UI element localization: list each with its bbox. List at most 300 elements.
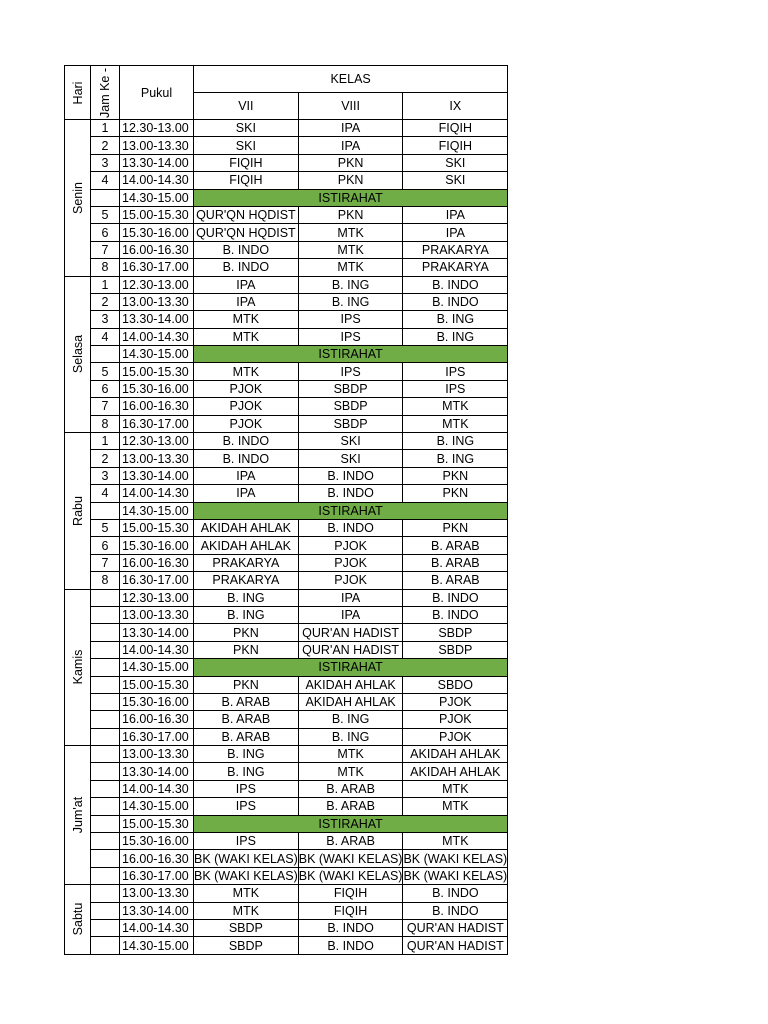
subject-cell-viii: FIQIH <box>298 902 403 919</box>
table-row <box>65 763 508 780</box>
table-row <box>65 328 508 345</box>
table-row <box>65 137 508 154</box>
pukul-cell: 14.00-14.30 <box>120 919 194 936</box>
subject-cell-vii: PRAKARYA <box>194 554 299 571</box>
subject-cell-viii: B. ING <box>298 276 403 293</box>
pukul-cell: 15.30-16.00 <box>120 693 194 710</box>
subject-cell-vii: B. ING <box>194 746 299 763</box>
table-row <box>65 398 508 415</box>
jam-ke-cell <box>91 606 120 623</box>
subject-cell-ix: PKN <box>403 519 508 536</box>
subject-cell-viii: BK (WAKI KELAS) <box>298 868 403 883</box>
subject-cell-vii: MTK <box>194 885 299 902</box>
jam-ke-cell: 5 <box>91 519 120 536</box>
subject-cell-viii: B. INDO <box>298 519 403 536</box>
pukul-cell: 13.00-13.30 <box>120 137 194 154</box>
subject-cell-viii: SKI <box>298 433 403 450</box>
table-row <box>65 276 508 293</box>
subject-cell-ix: SBDP <box>403 624 508 641</box>
pukul-cell: 14.00-14.30 <box>120 485 194 502</box>
subject-cell-vii: AKIDAH AHLAK <box>194 519 299 536</box>
table-row <box>65 885 508 902</box>
subject-cell-ix: SKI <box>403 154 508 171</box>
jam-ke-cell <box>91 780 120 797</box>
pukul-cell: 13.30-14.00 <box>120 311 194 328</box>
jam-ke-cell <box>91 589 120 606</box>
header-jam-cell <box>91 66 120 120</box>
pukul-cell: 14.00-14.30 <box>120 641 194 658</box>
break-row <box>65 346 508 363</box>
header-pukul: Pukul <box>120 66 194 120</box>
subject-cell-viii: IPA <box>298 137 403 154</box>
day-cell <box>65 589 91 746</box>
table-row <box>65 798 508 815</box>
subject-cell-ix: MTK <box>403 833 508 850</box>
day-cell <box>65 746 91 885</box>
subject-cell-viii: BK (WAKI KELAS) <box>298 851 403 866</box>
jam-ke-cell <box>91 902 120 919</box>
header-class-vii: VII <box>194 93 299 120</box>
subject-cell-viii: SKI <box>298 450 403 467</box>
day-label: Senin <box>70 181 85 214</box>
day-cell <box>65 120 91 277</box>
table-row <box>65 937 508 954</box>
istirahat-cell: ISTIRAHAT <box>194 815 508 832</box>
day-cell <box>65 885 91 955</box>
subject-cell-vii: QUR'QN HQDIST <box>194 206 299 223</box>
jam-ke-cell: 5 <box>91 206 120 223</box>
pukul-cell: 15.30-16.00 <box>120 833 194 850</box>
subject-cell-vii: IPA <box>194 276 299 293</box>
pukul-cell: 12.30-13.00 <box>120 433 194 450</box>
day-label: Kamis <box>70 649 85 685</box>
pukul-cell: 14.30-15.00 <box>120 346 194 363</box>
jam-ke-cell <box>91 746 120 763</box>
subject-cell-ix: B. INDO <box>403 293 508 310</box>
subject-cell-viii: IPS <box>298 311 403 328</box>
subject-cell-ix: SBDP <box>403 641 508 658</box>
subject-cell-vii: IPA <box>194 293 299 310</box>
header-hari-cell <box>65 66 91 120</box>
jam-ke-cell: 8 <box>91 259 120 276</box>
table-row <box>65 519 508 536</box>
subject-cell-viii: MTK <box>298 746 403 763</box>
subject-cell-viii: SBDP <box>298 415 403 432</box>
subject-cell-ix: B. ARAB <box>403 572 508 589</box>
subject-cell-viii: PJOK <box>298 572 403 589</box>
pukul-cell: 13.00-13.30 <box>120 293 194 310</box>
subject-cell-vii: B. ARAB <box>194 728 299 745</box>
header-hari: Hari <box>70 81 85 104</box>
subject-cell-viii: AKIDAH AHLAK <box>298 676 403 693</box>
subject-cell-viii: B. ARAB <box>298 780 403 797</box>
subject-cell-ix: MTK <box>403 415 508 432</box>
jam-ke-cell: 4 <box>91 328 120 345</box>
jam-ke-cell <box>91 346 120 363</box>
subject-cell-viii: B. ING <box>298 293 403 310</box>
subject-cell-ix: FIQIH <box>403 120 508 137</box>
pukul-cell: 16.00-16.30 <box>120 711 194 728</box>
jam-ke-cell <box>91 937 120 954</box>
day-label: Rabu <box>70 495 85 526</box>
pukul-cell: 15.00-15.30 <box>120 676 194 693</box>
subject-cell-viii: SBDP <box>298 380 403 397</box>
pukul-cell: 15.00-15.30 <box>120 519 194 536</box>
pukul-cell: 16.00-16.30 <box>120 850 194 867</box>
jam-ke-cell <box>91 711 120 728</box>
header-class-ix: IX <box>403 93 508 120</box>
table-row <box>65 902 508 919</box>
jam-ke-cell: 6 <box>91 224 120 241</box>
subject-cell-vii: SKI <box>194 120 299 137</box>
break-row <box>65 189 508 206</box>
subject-cell-ix: MTK <box>403 798 508 815</box>
pukul-cell: 16.30-17.00 <box>120 867 194 884</box>
table-row <box>65 711 508 728</box>
pukul-cell: 14.30-15.00 <box>120 502 194 519</box>
subject-cell-viii: PKN <box>298 154 403 171</box>
subject-cell-ix: IPS <box>403 363 508 380</box>
pukul-cell: 16.00-16.30 <box>120 398 194 415</box>
table-row <box>65 450 508 467</box>
jam-ke-cell <box>91 502 120 519</box>
table-row <box>65 467 508 484</box>
subject-cell-viii: IPA <box>298 120 403 137</box>
subject-cell-viii: AKIDAH AHLAK <box>298 693 403 710</box>
jam-ke-cell: 1 <box>91 276 120 293</box>
pukul-cell: 14.30-15.00 <box>120 659 194 676</box>
table-row <box>65 606 508 623</box>
pukul-cell: 13.00-13.30 <box>120 885 194 902</box>
subject-cell-vii: B. ARAB <box>194 693 299 710</box>
table-row <box>65 728 508 745</box>
subject-cell-vii: FIQIH <box>194 172 299 189</box>
pukul-cell: 15.30-16.00 <box>120 537 194 554</box>
subject-cell-vii: FIQIH <box>194 154 299 171</box>
pukul-cell: 13.00-13.30 <box>120 746 194 763</box>
table-row <box>65 154 508 171</box>
subject-cell-vii: B. ING <box>194 606 299 623</box>
subject-cell-ix: IPS <box>403 380 508 397</box>
subject-cell-ix: B. ING <box>403 433 508 450</box>
subject-cell-vii: B. INDO <box>194 450 299 467</box>
table-row <box>65 259 508 276</box>
subject-cell-viii: B. INDO <box>298 467 403 484</box>
subject-cell-vii: B. INDO <box>194 433 299 450</box>
subject-cell-viii: QUR'AN HADIST <box>298 624 403 641</box>
subject-cell-viii: PKN <box>298 172 403 189</box>
subject-cell-vii: SKI <box>194 137 299 154</box>
subject-cell-vii: B. ING <box>194 763 299 780</box>
pukul-cell: 14.00-14.30 <box>120 780 194 797</box>
subject-cell-ix: BK (WAKI KELAS) <box>403 868 508 883</box>
pukul-cell: 13.30-14.00 <box>120 624 194 641</box>
subject-cell-ix: PJOK <box>403 693 508 710</box>
header-kelas: KELAS <box>194 66 508 93</box>
subject-cell-vii: MTK <box>194 363 299 380</box>
jam-ke-cell: 8 <box>91 572 120 589</box>
subject-cell-viii: SBDP <box>298 398 403 415</box>
subject-cell-ix: B. INDO <box>403 589 508 606</box>
jam-ke-cell: 3 <box>91 467 120 484</box>
jam-ke-cell: 7 <box>91 554 120 571</box>
pukul-cell: 16.00-16.30 <box>120 554 194 571</box>
subject-cell-ix: B. INDO <box>403 885 508 902</box>
subject-cell-ix: PJOK <box>403 728 508 745</box>
pukul-cell: 15.30-16.00 <box>120 380 194 397</box>
pukul-cell: 15.00-15.30 <box>120 206 194 223</box>
subject-cell-vii: IPA <box>194 485 299 502</box>
subject-cell-vii: BK (WAKI KELAS) <box>194 868 298 883</box>
subject-cell-ix: B. ARAB <box>403 537 508 554</box>
pukul-cell: 16.30-17.00 <box>120 572 194 589</box>
subject-cell-viii: MTK <box>298 241 403 258</box>
jam-ke-cell: 3 <box>91 154 120 171</box>
subject-cell-vii: BK (WAKI KELAS) <box>194 851 298 866</box>
subject-cell-ix: MTK <box>403 398 508 415</box>
subject-cell-viii: MTK <box>298 259 403 276</box>
pukul-cell: 12.30-13.00 <box>120 589 194 606</box>
day-label: Jum'at <box>70 796 85 834</box>
subject-cell-viii: B. INDO <box>298 937 403 954</box>
break-row <box>65 502 508 519</box>
subject-cell-vii: PJOK <box>194 398 299 415</box>
subject-cell-vii: IPS <box>194 798 299 815</box>
jam-ke-cell: 5 <box>91 363 120 380</box>
jam-ke-cell: 2 <box>91 137 120 154</box>
schedule-table <box>64 65 508 955</box>
table-row <box>65 589 508 606</box>
table-row <box>65 380 508 397</box>
table-row <box>65 780 508 797</box>
jam-ke-cell: 7 <box>91 241 120 258</box>
subject-cell-ix: IPA <box>403 224 508 241</box>
subject-cell-vii: PRAKARYA <box>194 572 299 589</box>
subject-cell-viii: B. INDO <box>298 485 403 502</box>
subject-cell-viii: MTK <box>298 763 403 780</box>
subject-cell-viii: PJOK <box>298 537 403 554</box>
subject-cell-viii: IPS <box>298 363 403 380</box>
jam-ke-cell: 2 <box>91 450 120 467</box>
subject-cell-vii: SBDP <box>194 937 299 954</box>
table-row <box>65 624 508 641</box>
istirahat-cell: ISTIRAHAT <box>194 346 508 363</box>
subject-cell-ix: B. ING <box>403 311 508 328</box>
jam-ke-cell <box>91 641 120 658</box>
subject-cell-vii: AKIDAH AHLAK <box>194 537 299 554</box>
subject-cell-ix: FIQIH <box>403 137 508 154</box>
jam-ke-cell <box>91 659 120 676</box>
table-row <box>65 433 508 450</box>
jam-ke-cell <box>91 798 120 815</box>
pukul-cell: 13.30-14.00 <box>120 467 194 484</box>
jam-ke-cell <box>91 815 120 832</box>
day-cell <box>65 276 91 433</box>
jam-ke-cell <box>91 624 120 641</box>
pukul-cell: 15.00-15.30 <box>120 815 194 832</box>
table-row <box>65 363 508 380</box>
subject-cell-vii: B. ING <box>194 589 299 606</box>
subject-cell-viii: FIQIH <box>298 885 403 902</box>
header-class-viii: VIII <box>298 93 403 120</box>
subject-cell-vii: MTK <box>194 328 299 345</box>
subject-cell-viii: PKN <box>298 206 403 223</box>
table-row <box>65 241 508 258</box>
jam-ke-cell <box>91 850 120 867</box>
jam-ke-cell <box>91 763 120 780</box>
subject-cell-viii: B. ARAB <box>298 833 403 850</box>
jam-ke-cell <box>91 189 120 206</box>
pukul-cell: 16.00-16.30 <box>120 241 194 258</box>
table-row <box>65 206 508 223</box>
istirahat-cell: ISTIRAHAT <box>194 189 508 206</box>
istirahat-cell: ISTIRAHAT <box>194 502 508 519</box>
pukul-cell: 13.30-14.00 <box>120 154 194 171</box>
subject-cell-viii: MTK <box>298 224 403 241</box>
subject-cell-ix: PKN <box>403 485 508 502</box>
jam-ke-cell <box>91 867 120 884</box>
subject-cell-viii: IPA <box>298 589 403 606</box>
subject-cell-vii: B. INDO <box>194 241 299 258</box>
table-row <box>65 485 508 502</box>
jam-ke-cell: 4 <box>91 485 120 502</box>
table-row <box>65 415 508 432</box>
subject-cell-vii: PJOK <box>194 380 299 397</box>
jam-ke-cell <box>91 885 120 902</box>
subject-cell-vii: B. ARAB <box>194 711 299 728</box>
jam-ke-cell: 6 <box>91 380 120 397</box>
subject-cell-viii: QUR'AN HADIST <box>298 641 403 658</box>
schedule-body <box>65 120 508 955</box>
table-row <box>65 850 508 867</box>
table-row <box>65 537 508 554</box>
pukul-cell: 12.30-13.00 <box>120 276 194 293</box>
subject-cell-vii: PKN <box>194 624 299 641</box>
table-row <box>65 833 508 850</box>
subject-cell-viii: B. INDO <box>298 919 403 936</box>
pukul-cell: 14.00-14.30 <box>120 328 194 345</box>
subject-cell-vii: IPS <box>194 780 299 797</box>
subject-cell-ix: AKIDAH AHLAK <box>403 763 508 780</box>
subject-cell-ix: SKI <box>403 172 508 189</box>
jam-ke-cell: 3 <box>91 311 120 328</box>
subject-cell-vii: MTK <box>194 902 299 919</box>
subject-cell-ix: B. ING <box>403 450 508 467</box>
table-row <box>65 554 508 571</box>
jam-ke-cell <box>91 833 120 850</box>
pukul-cell: 13.00-13.30 <box>120 450 194 467</box>
subject-cell-vii: B. INDO <box>194 259 299 276</box>
pukul-cell: 16.30-17.00 <box>120 415 194 432</box>
table-row <box>65 311 508 328</box>
jam-ke-cell: 7 <box>91 398 120 415</box>
table-row <box>65 224 508 241</box>
table-row <box>65 641 508 658</box>
subject-cell-viii: IPA <box>298 606 403 623</box>
break-row <box>65 659 508 676</box>
header-jam-ke: Jam Ke - <box>98 67 112 118</box>
subject-cell-viii: IPS <box>298 328 403 345</box>
pukul-cell: 13.00-13.30 <box>120 606 194 623</box>
table-row <box>65 746 508 763</box>
table-row <box>65 172 508 189</box>
subject-cell-vii: QUR'QN HQDIST <box>194 224 299 241</box>
day-cell <box>65 433 91 590</box>
subject-cell-ix: B. ARAB <box>403 554 508 571</box>
day-label: Selasa <box>70 335 85 374</box>
subject-cell-ix: PKN <box>403 467 508 484</box>
pukul-cell: 14.00-14.30 <box>120 172 194 189</box>
pukul-cell: 16.30-17.00 <box>120 728 194 745</box>
subject-cell-vii: IPA <box>194 467 299 484</box>
subject-cell-ix: AKIDAH AHLAK <box>403 746 508 763</box>
jam-ke-cell: 1 <box>91 433 120 450</box>
pukul-cell: 14.30-15.00 <box>120 189 194 206</box>
subject-cell-vii: PKN <box>194 676 299 693</box>
subject-cell-viii: PJOK <box>298 554 403 571</box>
subject-cell-ix: PRAKARYA <box>403 241 508 258</box>
pukul-cell: 13.30-14.00 <box>120 763 194 780</box>
subject-cell-ix: SBDO <box>403 676 508 693</box>
pukul-cell: 14.30-15.00 <box>120 798 194 815</box>
subject-cell-viii: B. ARAB <box>298 798 403 815</box>
subject-cell-ix: QUR'AN HADIST <box>403 937 508 954</box>
subject-cell-ix: IPA <box>403 206 508 223</box>
jam-ke-cell <box>91 728 120 745</box>
subject-cell-ix: QUR'AN HADIST <box>403 919 508 936</box>
day-label: Sabtu <box>70 903 85 936</box>
subject-cell-vii: PKN <box>194 641 299 658</box>
table-row <box>65 572 508 589</box>
istirahat-cell: ISTIRAHAT <box>194 659 508 676</box>
pukul-cell: 14.30-15.00 <box>120 937 194 954</box>
subject-cell-vii: IPS <box>194 833 299 850</box>
table-row <box>65 919 508 936</box>
pukul-cell: 12.30-13.00 <box>120 120 194 137</box>
subject-cell-viii: B. ING <box>298 711 403 728</box>
subject-cell-vii: SBDP <box>194 919 299 936</box>
subject-cell-ix: BK (WAKI KELAS) <box>403 851 508 866</box>
jam-ke-cell <box>91 676 120 693</box>
table-row <box>65 120 508 137</box>
jam-ke-cell: 2 <box>91 293 120 310</box>
pukul-cell: 15.30-16.00 <box>120 224 194 241</box>
subject-cell-ix: B. INDO <box>403 276 508 293</box>
table-row <box>65 867 508 884</box>
table-row <box>65 693 508 710</box>
subject-cell-ix: PJOK <box>403 711 508 728</box>
jam-ke-cell: 4 <box>91 172 120 189</box>
pukul-cell: 16.30-17.00 <box>120 259 194 276</box>
subject-cell-ix: B. INDO <box>403 606 508 623</box>
subject-cell-ix: MTK <box>403 780 508 797</box>
subject-cell-viii: B. ING <box>298 728 403 745</box>
pukul-cell: 15.00-15.30 <box>120 363 194 380</box>
subject-cell-ix: PRAKARYA <box>403 259 508 276</box>
table-row <box>65 293 508 310</box>
subject-cell-ix: B. INDO <box>403 902 508 919</box>
subject-cell-vii: MTK <box>194 311 299 328</box>
subject-cell-ix: B. ING <box>403 328 508 345</box>
jam-ke-cell: 8 <box>91 415 120 432</box>
table-row <box>65 676 508 693</box>
jam-ke-cell <box>91 693 120 710</box>
jam-ke-cell: 1 <box>91 120 120 137</box>
break-row <box>65 815 508 832</box>
jam-ke-cell: 6 <box>91 537 120 554</box>
pukul-cell: 13.30-14.00 <box>120 902 194 919</box>
jam-ke-cell <box>91 919 120 936</box>
